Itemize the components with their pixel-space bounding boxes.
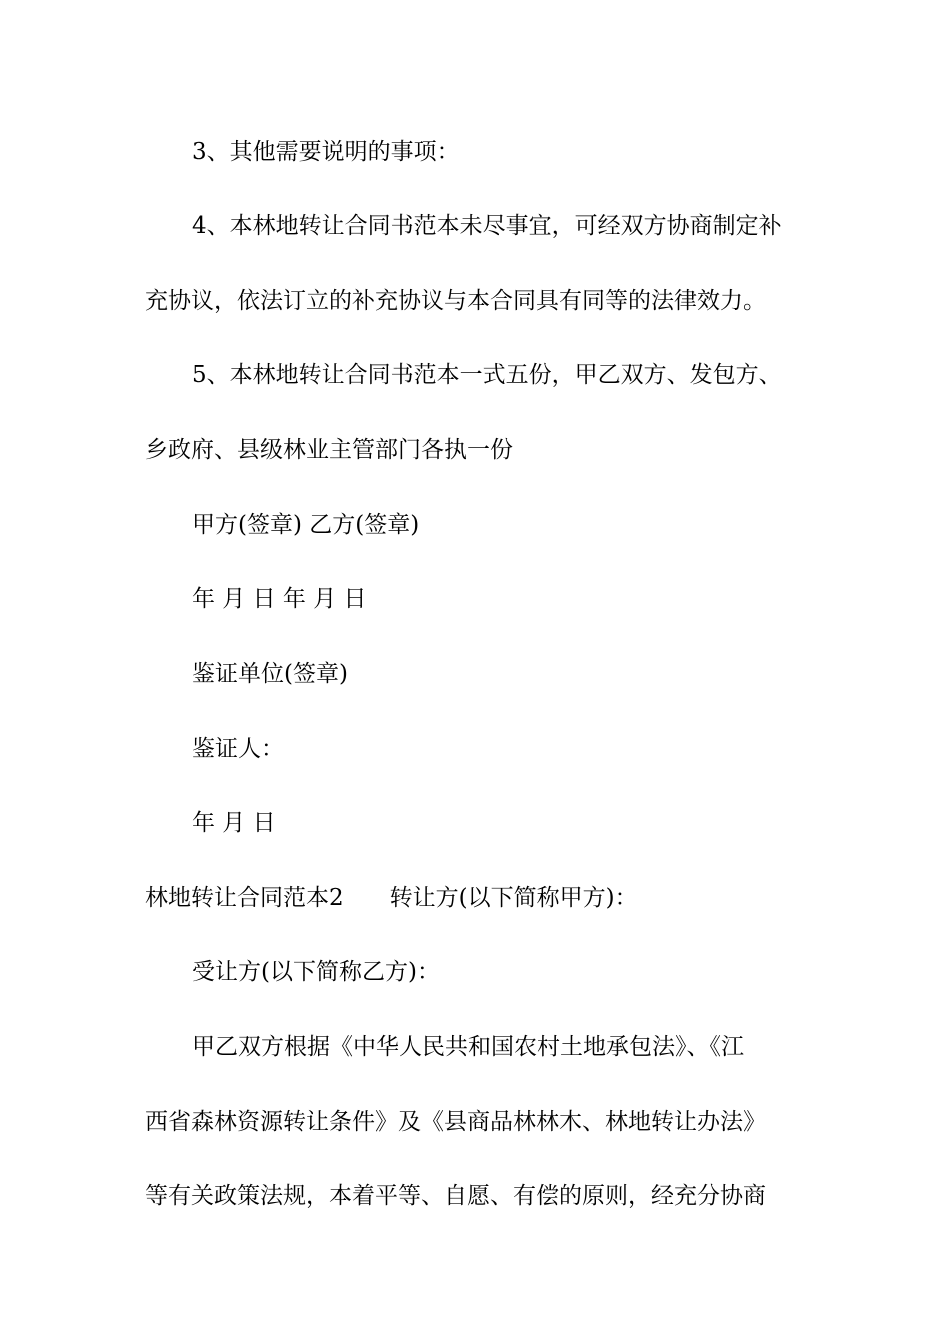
paragraph-item-5-line-2: 乡政府、县级林业主管部门各执一份	[145, 437, 513, 463]
preamble-line-1: 甲乙双方根据《中华人民共和国农村土地承包法》、《江	[192, 1034, 744, 1060]
paragraph-item-4-line-1: 4、本林地转让合同书范本未尽事宜，可经双方协商制定补	[192, 213, 782, 239]
witness-unit: 鉴证单位(签章)	[192, 661, 348, 687]
paragraph-item-5-line-1: 5、本林地转让合同书范本一式五份，甲乙双方、发包方、	[192, 362, 782, 388]
signature-parties: 甲方(签章) 乙方(签章)	[192, 512, 420, 538]
contract-2-title: 林地转让合同范本2	[145, 885, 344, 911]
transferor-label: 转让方(以下简称甲方)：	[389, 885, 638, 911]
paragraph-item-3: 3、其他需要说明的事项：	[192, 139, 460, 165]
preamble-line-3: 等有关政策法规，本着平等、自愿、有偿的原则，经充分协商	[145, 1183, 766, 1209]
preamble-line-2: 西省森林资源转让条件》及《县商品林林木、林地转让办法》	[145, 1109, 766, 1135]
transferee-label: 受让方(以下简称乙方)：	[192, 959, 440, 985]
paragraph-item-4-line-2: 充协议，依法订立的补充协议与本合同具有同等的法律效力。	[145, 288, 766, 314]
signature-dates: 年 月 日 年 月 日	[192, 586, 367, 612]
witness-person: 鉴证人：	[192, 736, 284, 762]
contract-2-heading-line	[145, 883, 638, 913]
witness-date: 年 月 日	[192, 810, 276, 836]
